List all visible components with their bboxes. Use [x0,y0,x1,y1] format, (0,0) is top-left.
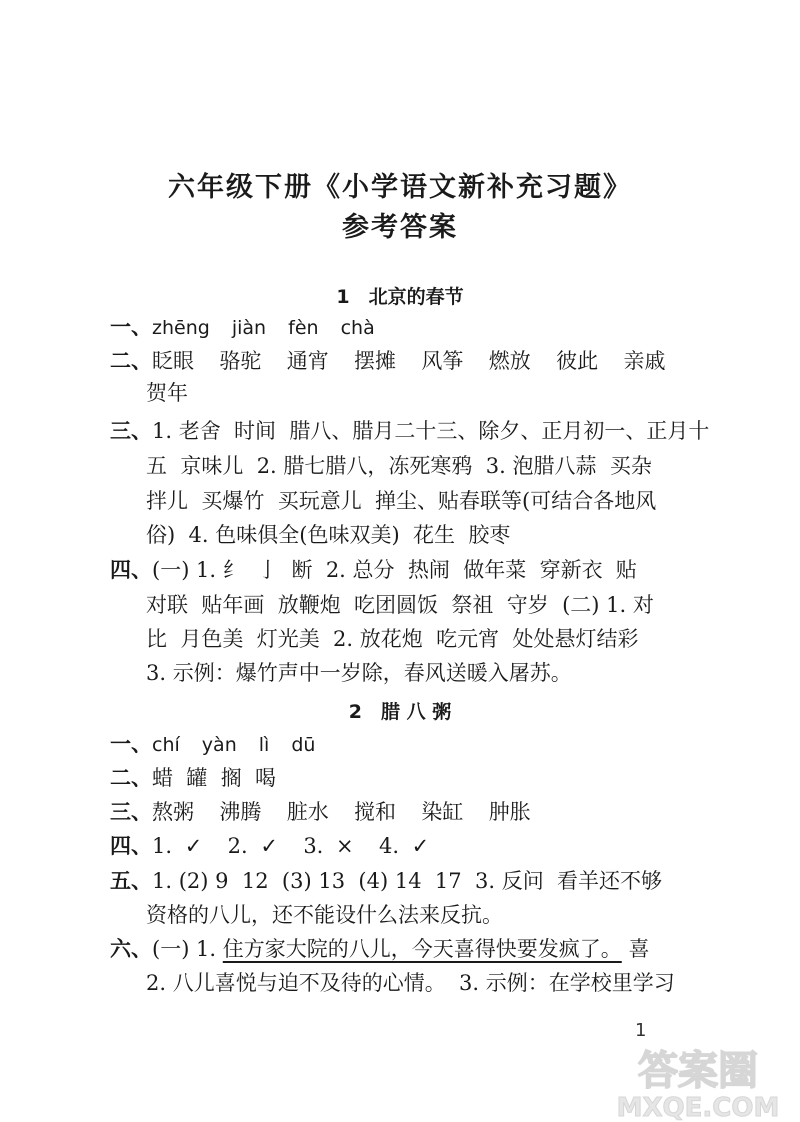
answer-text: 拌儿 买爆竹 买玩意儿 掸尘、贴春联等(可结合各地风 [146,489,657,513]
answer-line [110,831,650,861]
question-label: 六、 [110,936,152,961]
answer-line [110,763,650,793]
question-label: 二、 [110,348,152,373]
question-label: 二、 [110,765,152,790]
answer-text: chí yàn lì dū [152,734,316,756]
answer-text: 资格的八儿，还不能设什么法来反抗。 [146,903,503,927]
answer-text: 1. 老舍 时间 腊八、腊月二十三、除夕、正月初一、正月十 [152,419,710,443]
section-heading-1: 1 北京的春节 [336,286,464,308]
answer-line [110,312,650,343]
answer-text: 贺年 [146,381,188,405]
answer-text: (一) 1. 纟 亅 断 2. 总分 热闹 做年菜 穿新衣 贴 [152,558,637,582]
answer-line [146,968,686,998]
answer-text: 喜 [621,937,650,961]
answer-text: 3. 示例：爆竹声中一岁除，春风送暖入屠苏。 [146,661,572,685]
answer-line [146,451,686,481]
question-label: 一、 [110,731,152,756]
page-number: 1 [635,1020,647,1041]
document-subtitle: 参考答案 [342,212,458,243]
watermark-top-text: 答案圈 [638,1048,758,1094]
question-label: 四、 [110,833,152,858]
answer-text: zhēng jiàn fèn chà [152,317,375,339]
question-label: 三、 [110,799,152,824]
answer-line [110,934,650,964]
answer-line [146,658,686,688]
document-title: 六年级下册《小学语文新补充习题》 [168,172,632,203]
question-label: 一、 [110,314,152,339]
answer-line [146,486,686,516]
answer-text: 眨眼 骆驼 通宵 摆摊 风筝 燃放 彼此 亲戚 [152,349,666,373]
answer-text: 俗) 4. 色味俱全(色味双美) 花生 胶枣 [146,523,511,547]
answer-text: 2. 八儿喜悦与迫不及待的心情。 3. 示例：在学校里学习 [146,971,675,995]
question-label: 三、 [110,418,152,443]
watermark-logo [600,1038,795,1122]
answer-line [110,797,650,827]
answer-text: 蜡 罐 搁 喝 [152,766,277,790]
answer-text: 五 京味儿 2. 腊七腊八，冻死寒鸦 3. 泡腊八蒜 买杂 [146,454,652,478]
watermark-bottom-text: MXQE.COM [616,1093,780,1122]
answer-text: 1. ✓ 2. ✓ 3. × 4. ✓ [152,834,430,858]
section-heading-2: 2 腊 八 粥 [348,701,452,723]
answer-line [146,590,686,620]
answer-text: 比 月色美 灯光美 2. 放花炮 吃元宵 处处悬灯结彩 [146,627,639,651]
answer-line [146,520,686,550]
underlined-answer: 住方家大院的八儿，今天喜得快要发疯了。 [222,937,622,961]
answer-line [110,346,666,376]
answer-text: 对联 贴年画 放鞭炮 吃团圆饭 祭祖 守岁 (二) 1. 对 [146,593,654,617]
answer-line [110,729,650,760]
question-label: 四、 [110,557,152,582]
question-label: 五、 [110,868,152,893]
answer-line [110,866,663,896]
answer-line [146,378,686,408]
answer-text: 1. (2) 9 12 (3) 13 (4) 14 17 3. 反问 看羊还不够 [152,869,663,893]
answer-text: (一) 1. [152,937,223,961]
answer-line [110,555,650,585]
answer-text: 熬粥 沸腾 脏水 搅和 染缸 肿胀 [152,800,531,824]
answer-line [146,900,686,930]
answer-line [146,624,686,654]
answer-line [110,416,710,446]
